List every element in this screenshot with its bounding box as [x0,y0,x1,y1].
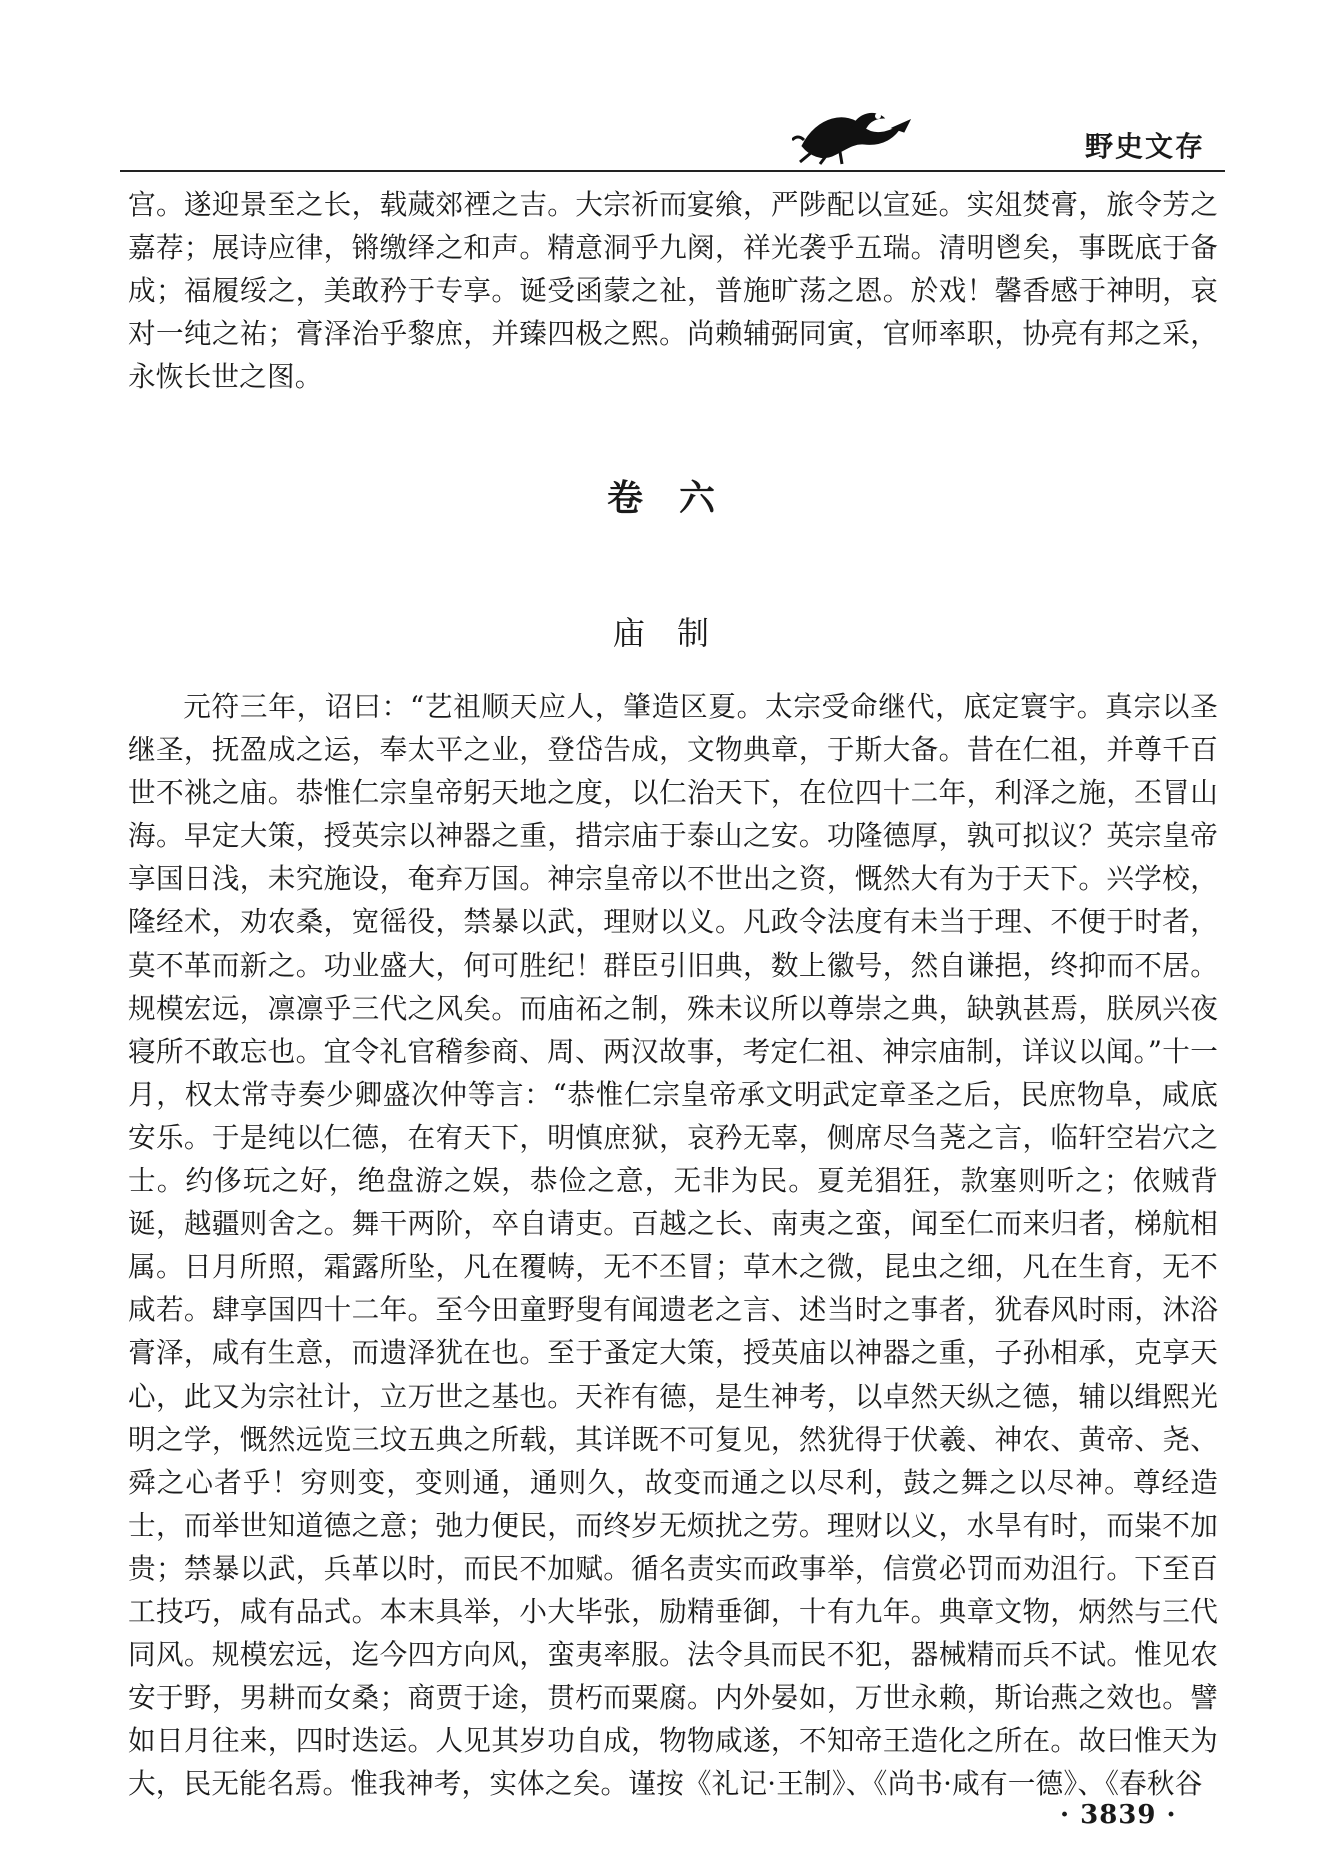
main-text-block [128,685,1218,1805]
main-paragraph: 元符三年，诏曰：“艺祖顺天应人，肇造区夏。太宗受命继代，底定寰宇。真宗以圣继圣，抚盈成之运，奉太平之业，登岱告成，文物典章，于斯大备。昔在仁祖，并尊千百世不祧之庙。恭惟仁宗皇帝躬天地之度，以仁治天下，在位四十二年，利泽之施，丕冒山海。早定大策，授英宗以神器之重，措宗庙于泰山之安。功隆德厚，孰可拟议？英宗皇帝享国日浅，未究施设，奄弃万国。神宗皇帝以不世出之资，慨然大有为于天下。兴学校，隆经术，劝农桑，宽徭役，禁暴以武，理财以义。凡政令法度有未当于理、不便于时者，莫不革而新之。功业盛大，何可胜纪！群臣引旧典，数上徽号，然自谦挹，终抑而不居。规模宏远，凛凛乎三代之风矣。而庙祏之制，殊未议所以尊崇之典，缺孰甚焉，朕夙兴夜寝所不敢忘也。宜令礼官稽参商、周、两汉故事，考定仁祖、神宗庙制，详议以闻。”十一月，权太常寺奏少卿盛次仲等言：“恭惟仁宗皇帝承文明武定章圣之后，民庶物阜，咸底安乐。于是纯以仁德，在宥天下，明慎庶狱，哀矜无辜，侧席尽刍荛之言，临轩空岩穴之士。约侈玩之好，绝盘游之娱，恭俭之意，无非为民。夏羌猖狂，款塞则听之；依贼背诞，越疆则舍之。舞干两阶，卒自请吏。百越之长、南夷之蛮，闻至仁而来归者，梯航相属。日月所照，霜露所坠，凡在覆帱，无不丕冒；草木之微，昆虫之细，凡在生育，无不咸若。肆享国四十二年。至今田童野叟有闻遗老之言、述当时之事者，犹春风时雨，沐浴膏泽，咸有生意，而遗泽犹在也。至于蚤定大策，授英庙以神器之重，子孙相承，克享天心，此又为宗社计，立万世之基也。天祚有德，是生神考，以卓然天纵之德，辅以缉熙光明之学，慨然远览三坟五典之所载，其详既不可复见，然犹得于伏羲、神农、黄帝、尧、舜之心者乎！穷则变，变则通，通则久，故变而通之以尽利，鼓之舞之以尽神。尊经造士，而举世知道德之意；弛力便民，而终岁无烦扰之劳。理财以义，水旱有时，而粜不加贵；禁暴以武，兵革以时，而民不加赋。循名责实而政事举，信赏必罚而劝沮行。下至百工技巧，咸有品式。本末具举，小大毕张，励精垂御，十有九年。典章文物，炳然与三代同风。规模宏远，迄今四方向风，蛮夷率服。法令具而民不犯，器械精而兵不试。惟见农安于野，男耕而女桑；商贾于途，贯朽而粟腐。内外晏如，万世永赖，斯诒燕之效也。譬如日月往来，四时迭运。人见其岁功自成，物物咸遂，不知帝王造化之所在。故曰惟天为大，民无能名焉。惟我神考，实体之矣。谨按《礼记·王制》、《尚书·咸有一德》、《春秋谷 [128,690,1218,1801]
page-number: · 3839 · [1060,1800,1177,1830]
continuation-paragraph: 宫。遂迎景至之长，载蒇郊禋之吉。大宗祈而宴飨，严陟配以宣延。实俎焚膏，旅令芳之嘉荐；展诗应律，锵缴绎之和声。精意洞乎九阕，祥光袭乎五瑞。清明鬯矣，事既底于备成；福履绥之，美敢矜于专享。诞受函蒙之祉，普施旷荡之恩。於戏！馨香感于神明，哀对一纯之祐；膏泽治乎黎庶，并臻四极之熙。尚赖辅弼同寅，官师率职，协亮有邦之采，永恢长世之图。 [128,188,1218,394]
dragon-emblem-icon [792,106,922,166]
header-title: 野史文存 [1084,130,1205,163]
header-divider [120,170,1225,172]
continuation-block [128,183,1218,398]
chapter-title: 卷六 [606,478,751,519]
running-header [120,100,1225,170]
section-title: 庙制 [612,614,741,652]
